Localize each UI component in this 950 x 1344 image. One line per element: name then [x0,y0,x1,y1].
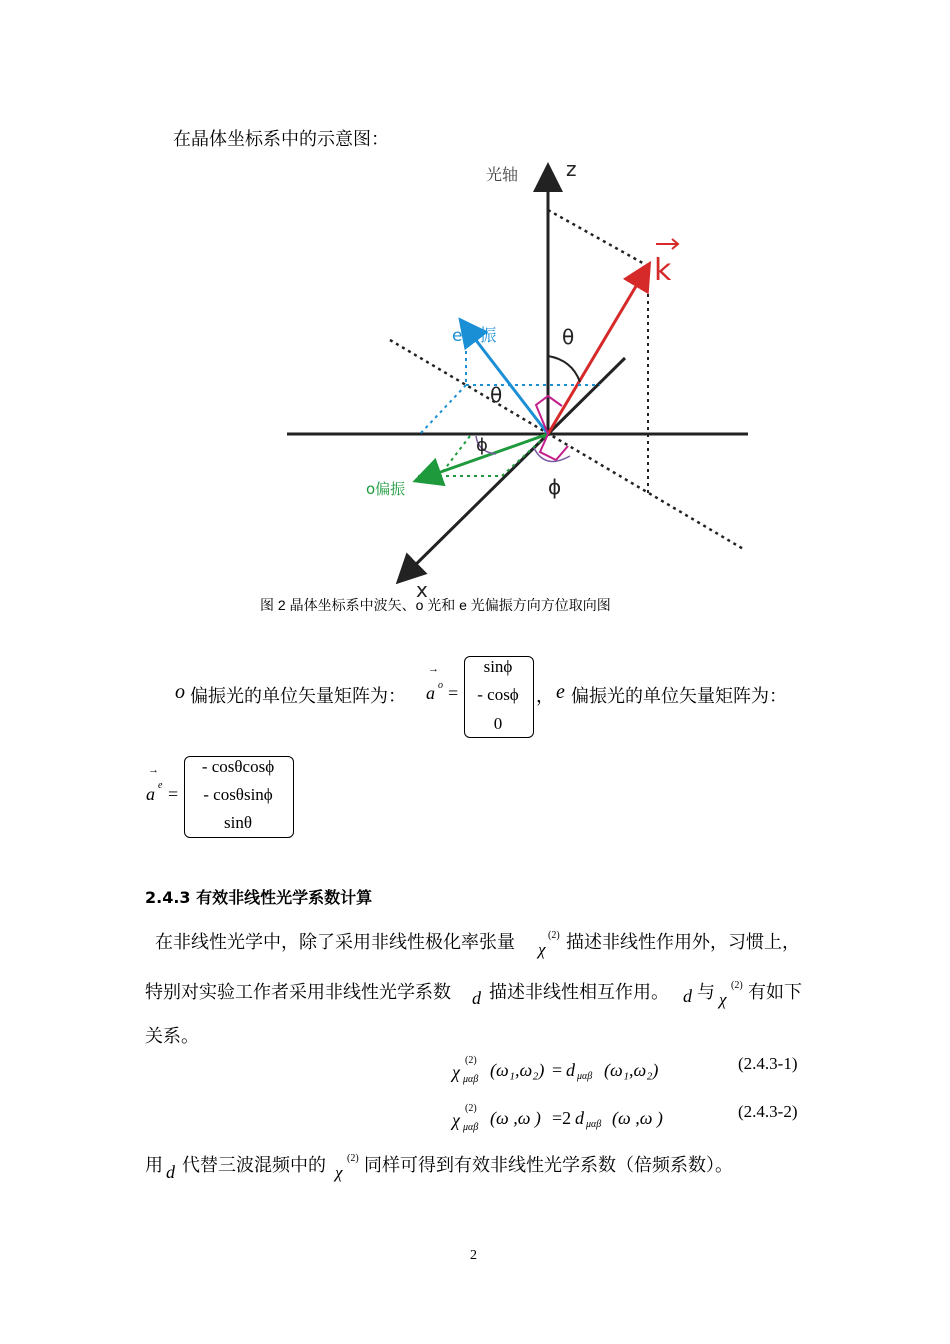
z-label: z [566,157,577,181]
paragraph-2a: 特别对实验工作者采用非线性光学系数 [145,982,451,1003]
o-matrix-row-2: - cosϕ [477,685,519,704]
phi-bottom-label: ϕ [548,475,562,499]
dotted-diagonal [390,340,745,550]
chi-superscript-3: (2) [347,1153,359,1164]
o-vec-symbol: a [426,683,435,703]
eq2-sup: (2) [465,1103,477,1114]
eq1-equals: = [552,1060,563,1080]
o-vector-label: 偏振光的单位矢量矩阵为： [190,686,406,707]
d-symbol-3: d [166,1162,175,1182]
paragraph-2c: 与 [697,982,715,1003]
eq2-args: (ω ,ω ) [490,1108,541,1128]
e-vector-label: 偏振光的单位矢量矩阵为： [571,686,787,707]
paragraph-4c: 同样可得到有效非线性光学系数（倍频系数）。 [364,1155,733,1176]
eq1-d: d [566,1060,575,1080]
eq2-sub: μαβ [463,1122,479,1133]
paragraph-1b: 描述非线性作用外，习惯上， [566,932,800,953]
eq2-rargs: (ω ,ω ) [612,1108,663,1128]
chi-symbol-2: χ [719,990,727,1009]
d-symbol: d [472,988,481,1008]
k-vector-arrow-icon [656,239,678,249]
paragraph-1a: 在非线性光学中，除了采用非线性极化率张量 [155,932,515,953]
e-symbol: e [556,681,565,703]
crystal-coordinate-diagram [0,150,950,600]
paragraph-4a: 用 [145,1155,163,1176]
k-vector [548,266,648,434]
d-symbol-2: d [683,986,692,1006]
theta-arc-top [548,356,580,382]
eq2-equals: =2 [552,1108,572,1128]
intro-text: 在晶体坐标系中的示意图： [173,129,389,150]
o-vec-equals: = [448,683,459,703]
theta-mid-label: θ [490,383,503,407]
chi-symbol-3: χ [335,1163,343,1182]
paragraph-2b: 描述非线性相互作用。 [489,982,669,1003]
eq1-chi: χ [452,1062,460,1082]
page-number: 2 [470,1248,477,1263]
e-matrix-row-2: - cosθsinϕ [203,785,273,804]
eq1-sup: (2) [465,1055,477,1066]
eq1-args: (ω₁,ω₂) [490,1060,545,1080]
o-vector-sep: ， [536,686,554,707]
e-vec-symbol: a [146,784,155,804]
vector-arrow-icon: → [148,764,159,776]
o-matrix-row-1: sinϕ [483,657,513,676]
chi-symbol: χ [538,940,546,959]
k-label: k [654,253,672,288]
o-symbol: o [175,681,185,703]
chi-superscript-2: (2) [731,980,743,991]
theta-top-label: θ [562,325,575,349]
eq1-rargs: (ω₁,ω₂) [604,1060,659,1080]
x-label: x [416,578,428,600]
section-heading: 2.4.3 有效非线性光学系数计算 [145,888,373,907]
eq2-dsub: μαβ [586,1119,602,1130]
e-matrix-row-1: - cosθcosϕ [201,757,275,776]
e-matrix-row-3: sinθ [224,813,252,832]
phi-small-label: ϕ [476,435,488,456]
eq1-number: (2.4.3-1) [738,1054,798,1073]
chi-superscript: (2) [548,930,560,941]
e-pol-label: e偏振 [452,326,497,346]
e-vec-equals: = [168,784,179,804]
paragraph-4b: 代替三波混频中的 [182,1155,326,1176]
e-vec-superscript: e [158,780,163,791]
dotted-top [548,210,648,266]
vector-arrow-icon: → [428,663,439,675]
eq2-number: (2.4.3-2) [738,1102,798,1121]
eq2-d: d [575,1108,584,1128]
eq2-chi: χ [452,1110,460,1130]
o-pol-label: o偏振 [366,480,406,498]
eq1-dsub: μαβ [577,1071,593,1082]
optic-axis-label: 光轴 [486,165,519,184]
eq1-sub: μαβ [463,1074,479,1085]
figure-caption: 图 2 晶体坐标系中波矢、o 光和 e 光偏振方向方位取向图 [260,597,611,613]
o-matrix-row-3: 0 [493,714,503,733]
paragraph-3: 关系。 [145,1026,199,1047]
x-axis [400,434,548,580]
paragraph-2d: 有如下 [748,982,802,1003]
o-vec-superscript: o [438,680,443,691]
